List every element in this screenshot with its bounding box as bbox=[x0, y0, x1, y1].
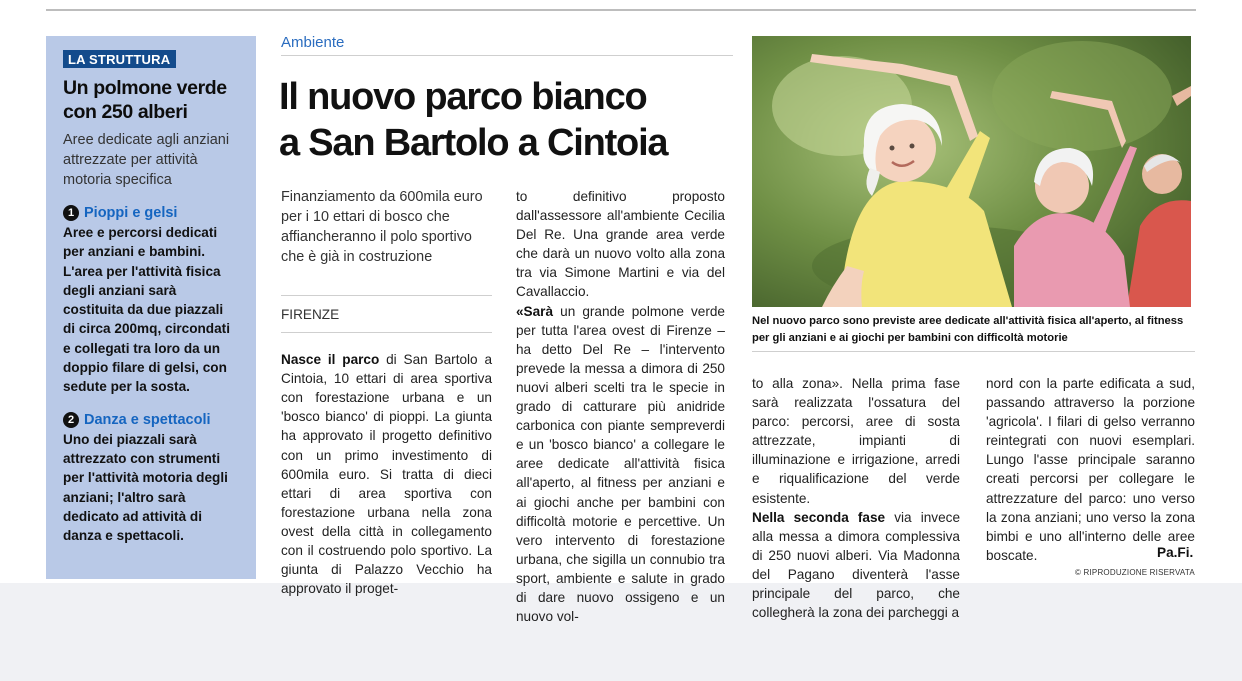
sidebar-box bbox=[46, 36, 256, 579]
caption-rule bbox=[752, 351, 1195, 352]
headline-line-1: Il nuovo parco bianco bbox=[279, 76, 647, 118]
lead-in: Nella seconda fase bbox=[752, 509, 886, 525]
headline bbox=[279, 74, 749, 166]
top-rule bbox=[46, 9, 1196, 11]
section-rule bbox=[281, 55, 733, 56]
sidebar-item-2-text: Uno dei piazzali sarà attrezzato con strumenti per l'attività motoria degli anziani; l'altro sarà dedicato ad attività di danza e spettacoli. bbox=[63, 431, 228, 544]
column-3-paragraph-2: Nella seconda fase via invece alla messa a dimora complessiva di 250 nuovi alberi. Via Madonna del Pagano diventerà l'asse principale del parco, che collegherà la zona dei parcheggi a bbox=[752, 509, 960, 621]
column-3-paragraph-1: to alla zona». Nella prima fase sarà realizzata l'ossatura del parco: percorsi, aree di sosta attrezzate, impianti di illuminazione e irrigazione, arredi e riqualificazione del verde esistente. bbox=[752, 376, 960, 506]
number-2-icon: 2 bbox=[63, 412, 79, 428]
lead-in: Nasce il parco bbox=[281, 352, 380, 368]
column-4-text: nord con la parte edificata a sud, passando attraverso la porzione 'agricola'. I filari di gelso verranno reintegrati con nuovi esemplari. Lungo l'asse principale saranno creati percorsi per collegare le attrezzature del parco: uno verso la zona anziani; uno verso la zona bimbi e uno all'interno delle aree boscate. bbox=[986, 376, 1195, 563]
copyright-notice: © RIPRODUZIONE RISERVATA bbox=[1075, 568, 1195, 577]
article-column-4 bbox=[986, 374, 1195, 565]
number-1-icon: 1 bbox=[63, 205, 79, 221]
sidebar-item-2-label: Danza e spettacoli bbox=[84, 411, 211, 428]
article-column-3 bbox=[752, 374, 960, 622]
photo-caption: Nel nuovo parco sono previste aree dedicate all'attività fisica all'aperto, al fitness per gli anziani e ai giochi per bambini con difficoltà motorie bbox=[752, 315, 1184, 344]
photo-illustration bbox=[752, 36, 1191, 307]
lead-in: «Sarà bbox=[516, 303, 554, 319]
headline-line-2: a San Bartolo a Cintoia bbox=[279, 122, 668, 164]
article-column-1 bbox=[281, 187, 492, 598]
sidebar-title: Un polmone verde con 250 alberi bbox=[63, 77, 227, 123]
sidebar-item-1-title bbox=[63, 204, 238, 222]
sidebar-intro: Aree dedicate agli anziani attrezzate per attività motoria specifica bbox=[63, 132, 230, 188]
column-2-paragraph-1: to definitivo proposto dall'assessore all'ambiente Cecilia Del Re. Una grande area verde che darà un nuovo volto alla zona tra via Simone Martini e via del Cavallaccio. bbox=[516, 189, 725, 300]
sidebar-item-2-title bbox=[63, 411, 238, 429]
column-2-paragraph-2: «Sarà un grande polmone verde per tutta l'area ovest di Firenze – ha detto Del Re – l'intervento prevede la messa a dimora di 250 nuovi alberi scelti tra le specie in grado di catturare più anidride carbonica con piante sempreverdi e un 'bosco bianco' a collegare le aree dedicate all'attività fisica all'aperto, al fitness per anziani e ai giochi anche per bambini con difficoltà motorie e percettive. Un vero intervento di forestazione urbana, che sigilla un connubio tra sport, ambiente e salute in grado di dare nuovo ossigeno e un nuovo vol- bbox=[516, 303, 725, 625]
sidebar-item-1-text: Aree e percorsi dedicati per anziani e bambini. L'area per l'attività fisica degli anziani sarà costituita da due piazzali di circa 200mq, circondati e collegati tra loro da un doppio filare di gelsi, con sedute per la sosta. bbox=[63, 225, 230, 395]
photo-elderly-exercising bbox=[752, 36, 1191, 307]
dateline: FIRENZE bbox=[281, 307, 340, 322]
column-1-text: Nasce il parco di San Bartolo a Cintoia, 10 ettari di area sportiva con forestazione urbana e un 'bosco bianco' di pioppi. La giunta ha approvato il progetto definitivo con un primo investimento di 600mila euro. Si tratta di dieci ettari di area sportiva con forestazione urbana nella zona ovest della città in collegamento con il costruendo polo sportivo. La giunta di Palazzo Vecchio ha approvato il proget- bbox=[281, 352, 493, 597]
section-label: Ambiente bbox=[281, 34, 345, 51]
author-signature: Pa.Fi. bbox=[1157, 545, 1194, 560]
article-column-2 bbox=[516, 187, 725, 626]
subhead: Finanziamento da 600mila euro per i 10 ettari di bosco che affiancheranno il polo sportivo che è già in costruzione bbox=[281, 189, 483, 265]
column-rule bbox=[281, 295, 492, 296]
sidebar-item-1-label: Pioppi e gelsi bbox=[84, 205, 178, 221]
column-rule bbox=[281, 332, 492, 333]
sidebar-tag: LA STRUTTURA bbox=[63, 50, 176, 68]
